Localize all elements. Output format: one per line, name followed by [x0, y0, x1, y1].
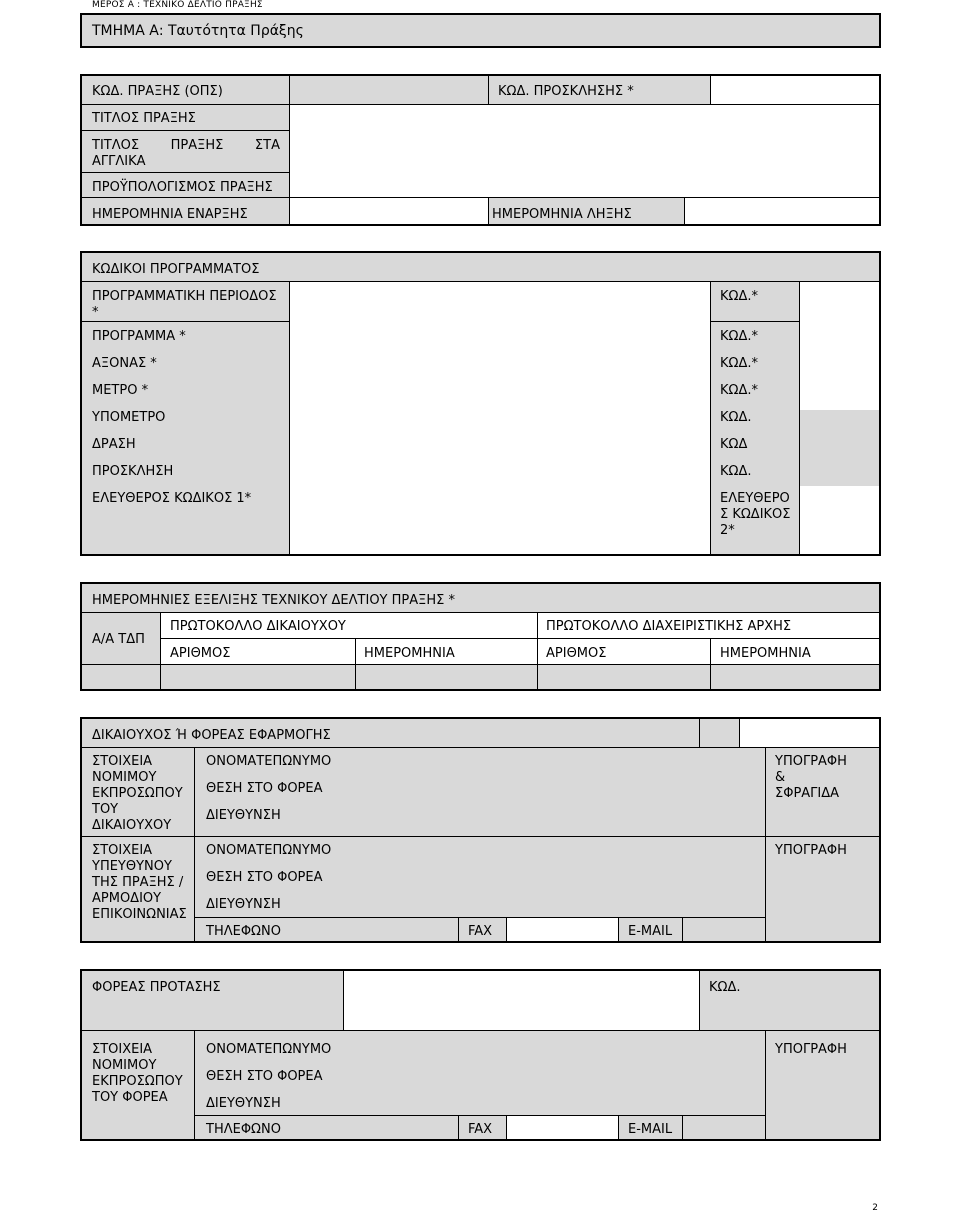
proposer-code-label: ΚΩΔ.	[709, 980, 741, 995]
call-field[interactable]	[290, 457, 710, 483]
responsible-phone-label: ΤΗΛΕΦΩΝΟ	[206, 924, 281, 939]
section-a-title: ΤΜΗΜΑ Α: Ταυτότητα Πράξης	[92, 23, 304, 39]
axis-code-label: ΚΩΔ.*	[720, 356, 758, 371]
call-code-label: ΚΩΔ. ΠΡΟΣΚΛΗΣΗΣ *	[498, 84, 634, 99]
authority-date-label: ΗΜΕΡΟΜΗΝΙΑ	[720, 646, 811, 661]
proposer-title: ΦΟΡΕΑΣ ΠΡΟΤΑΣΗΣ	[92, 980, 221, 995]
legal-rep-name-label: ΟΝΟΜΑΤΕΠΩΝΥΜΟ	[206, 754, 332, 769]
beneficiary-date-label: ΗΜΕΡΟΜΗΝΙΑ	[364, 646, 455, 661]
legal-rep-position-label: ΘΕΣΗ ΣΤΟ ΦΟΡΕΑ	[206, 781, 323, 796]
aa-tdp-label: Α/Α ΤΔΠ	[92, 632, 145, 647]
proposer-email-field[interactable]	[683, 1116, 765, 1139]
proposer-name-field[interactable]	[344, 971, 699, 1030]
call-code-field[interactable]	[711, 76, 879, 104]
submeasure-field[interactable]	[290, 403, 710, 429]
code-ops-label: ΚΩΔ. ΠΡΑΞΗΣ (ΟΠΣ)	[92, 84, 223, 99]
legal-rep-label: ΣΤΟΙΧΕΙΑ ΝΟΜΙΜΟΥ ΕΚΠΡΟΣΩΠΟΥ ΤΟΥ ΔΙΚΑΙΟΥΧΟΥ	[92, 754, 183, 833]
beneficiary-date-field[interactable]	[356, 665, 537, 689]
beneficiary-protocol-label: ΠΡΩΤΟΚΟΛΛΟ ΔΙΚΑΙΟΥΧΟΥ	[170, 619, 346, 634]
authority-protocol-label: ΠΡΩΤΟΚΟΛΛΟ ΔΙΑΧΕΙΡΙΣΤΙΚΗΣ ΑΡΧΗΣ	[546, 619, 792, 634]
responsible-position-label: ΘΕΣΗ ΣΤΟ ΦΟΡΕΑ	[206, 870, 323, 885]
program-codes-title: ΚΩΔΙΚΟΙ ΠΡΟΓΡΑΜΜΑΤΟΣ	[92, 262, 260, 277]
responsible-signature-label: ΥΠΟΓΡΑΦΗ	[775, 843, 847, 858]
responsible-fax-label: FAX	[468, 924, 493, 939]
period-field[interactable]	[290, 282, 710, 321]
dates-title: ΗΜΕΡΟΜΗΝΙΕΣ ΕΞΕΛΙΞΗΣ ΤΕΧΝΙΚΟΥ ΔΕΛΤΙΟΥ ΠΡΑΞΗΣ *	[92, 593, 455, 608]
title-en-field[interactable]	[290, 131, 879, 172]
proposer-signature-label: ΥΠΟΓΡΑΦΗ	[775, 1042, 847, 1057]
period-code-field[interactable]	[800, 282, 879, 321]
action-label: ΔΡΑΣΗ	[92, 437, 136, 452]
proposer-fax-field[interactable]	[507, 1116, 618, 1139]
proposer-position-label: ΘΕΣΗ ΣΤΟ ΦΟΡΕΑ	[206, 1069, 323, 1084]
proposer-address-label: ΔΙΕΥΘΥΝΣΗ	[206, 1096, 281, 1111]
free-code-1-label: ΕΛΕΥΘΕΡΟΣ ΚΩΔΙΚΟΣ 1*	[92, 491, 252, 506]
proposer-table	[80, 969, 881, 1141]
responsible-phone-field[interactable]	[322, 918, 458, 941]
measure-field[interactable]	[290, 376, 710, 402]
authority-number-field[interactable]	[538, 665, 710, 689]
free-code-1-field[interactable]	[290, 484, 710, 554]
section-a-title-box	[80, 13, 881, 48]
page-header: ΜΕΡΟΣ Α : ΤΕΧΝΙΚΟ ΔΕΛΤΙΟ ΠΡΑΞΗΣ	[92, 0, 263, 10]
beneficiary-title: ΔΙΚΑΙΟΥΧΟΣ Ή ΦΟΡΕΑΣ ΕΦΑΡΜΟΓΗΣ	[92, 728, 331, 743]
program-code-label: ΚΩΔ.*	[720, 329, 758, 344]
free-code-2-label: ΕΛΕΥΘΕΡΟΣ ΚΩΔΙΚΟΣ 2*	[720, 491, 791, 538]
period-label: ΠΡΟΓΡΑΜΜΑΤΙΚΗ ΠΕΡΙΟΔΟΣ *	[92, 289, 277, 320]
program-label: ΠΡΟΓΡΑΜΜΑ *	[92, 329, 186, 344]
proposer-phone-label: ΤΗΛΕΦΩΝΟ	[206, 1122, 281, 1137]
end-date-field[interactable]	[685, 198, 879, 224]
page-number: 2	[872, 1203, 878, 1213]
responsible-fax-field[interactable]	[507, 918, 618, 941]
budget-label: ΠΡΟΫΠΟΛΟΓΙΣΜΟΣ ΠΡΑΞΗΣ	[92, 180, 273, 195]
beneficiary-number-field[interactable]	[161, 665, 355, 689]
axis-label: ΑΞΟΝΑΣ *	[92, 356, 157, 371]
proposer-fax-label: FAX	[468, 1122, 493, 1137]
responsible-address-label: ΔΙΕΥΘΥΝΣΗ	[206, 897, 281, 912]
responsible-label: ΣΤΟΙΧΕΙΑ ΥΠΕΥΘΥΝΟΥ ΤΗΣ ΠΡΑΞΗΣ / ΑΡΜΟΔΙΟΥ ΕΠΙΚΟΙΝΩΝΙΑΣ	[92, 843, 187, 922]
identity-table	[80, 74, 881, 226]
submeasure-code-label: ΚΩΔ.	[720, 410, 752, 425]
responsible-email-label: E-MAIL	[628, 924, 673, 939]
action-field[interactable]	[290, 430, 710, 456]
beneficiary-name-field[interactable]	[740, 719, 879, 747]
beneficiary-number-label: ΑΡΙΘΜΟΣ	[170, 646, 231, 661]
aa-tdp-field[interactable]	[82, 665, 160, 689]
legal-rep-address-label: ΔΙΕΥΘΥΝΣΗ	[206, 808, 281, 823]
period-code-label: ΚΩΔ.*	[720, 289, 758, 304]
dates-table	[80, 582, 881, 691]
proposer-email-label: E-MAIL	[628, 1122, 673, 1137]
responsible-email-field[interactable]	[683, 918, 765, 941]
start-date-field[interactable]	[290, 198, 488, 224]
authority-date-field[interactable]	[711, 665, 879, 689]
program-field[interactable]	[290, 322, 710, 348]
title-field[interactable]	[290, 105, 879, 130]
title-en-label-line2: ΑΓΓΛΙΚΑ	[92, 154, 146, 169]
call-label: ΠΡΟΣΚΛΗΣΗ	[92, 464, 174, 479]
proposer-legal-rep-label: ΣΤΟΙΧΕΙΑ ΝΟΜΙΜΟΥ ΕΚΠΡΟΣΩΠΟΥ ΤΟΥ ΦΟΡΕΑ	[92, 1042, 183, 1105]
proposer-phone-field[interactable]	[322, 1116, 458, 1139]
budget-field[interactable]	[290, 173, 879, 197]
signature-stamp-label: ΥΠΟΓΡΑΦΗ & ΣΦΡΑΓΙΔΑ	[775, 754, 847, 801]
title-en-label-line1: ΤΙΤΛΟΣ ΠΡΑΞΗΣ ΣΤΑ	[92, 138, 280, 153]
call-code-label-2: ΚΩΔ.	[720, 464, 752, 479]
title-label: ΤΙΤΛΟΣ ΠΡΑΞΗΣ	[92, 111, 196, 126]
end-date-label: ΗΜΕΡΟΜΗΝΙΑ ΛΗΞΗΣ	[492, 207, 632, 222]
measure-code-label: ΚΩΔ.*	[720, 383, 758, 398]
start-date-label: ΗΜΕΡΟΜΗΝΙΑ ΕΝΑΡΞΗΣ	[92, 207, 248, 222]
responsible-name-label: ΟΝΟΜΑΤΕΠΩΝΥΜΟ	[206, 843, 332, 858]
action-code-label: ΚΩΔ	[720, 437, 748, 452]
submeasure-label: ΥΠΟΜΕΤΡΟ	[92, 410, 166, 425]
measure-label: ΜΕΤΡΟ *	[92, 383, 149, 398]
authority-number-label: ΑΡΙΘΜΟΣ	[546, 646, 607, 661]
program-codes-table	[80, 251, 881, 556]
beneficiary-table	[80, 717, 881, 943]
proposer-name-label: ΟΝΟΜΑΤΕΠΩΝΥΜΟ	[206, 1042, 332, 1057]
axis-field[interactable]	[290, 349, 710, 375]
